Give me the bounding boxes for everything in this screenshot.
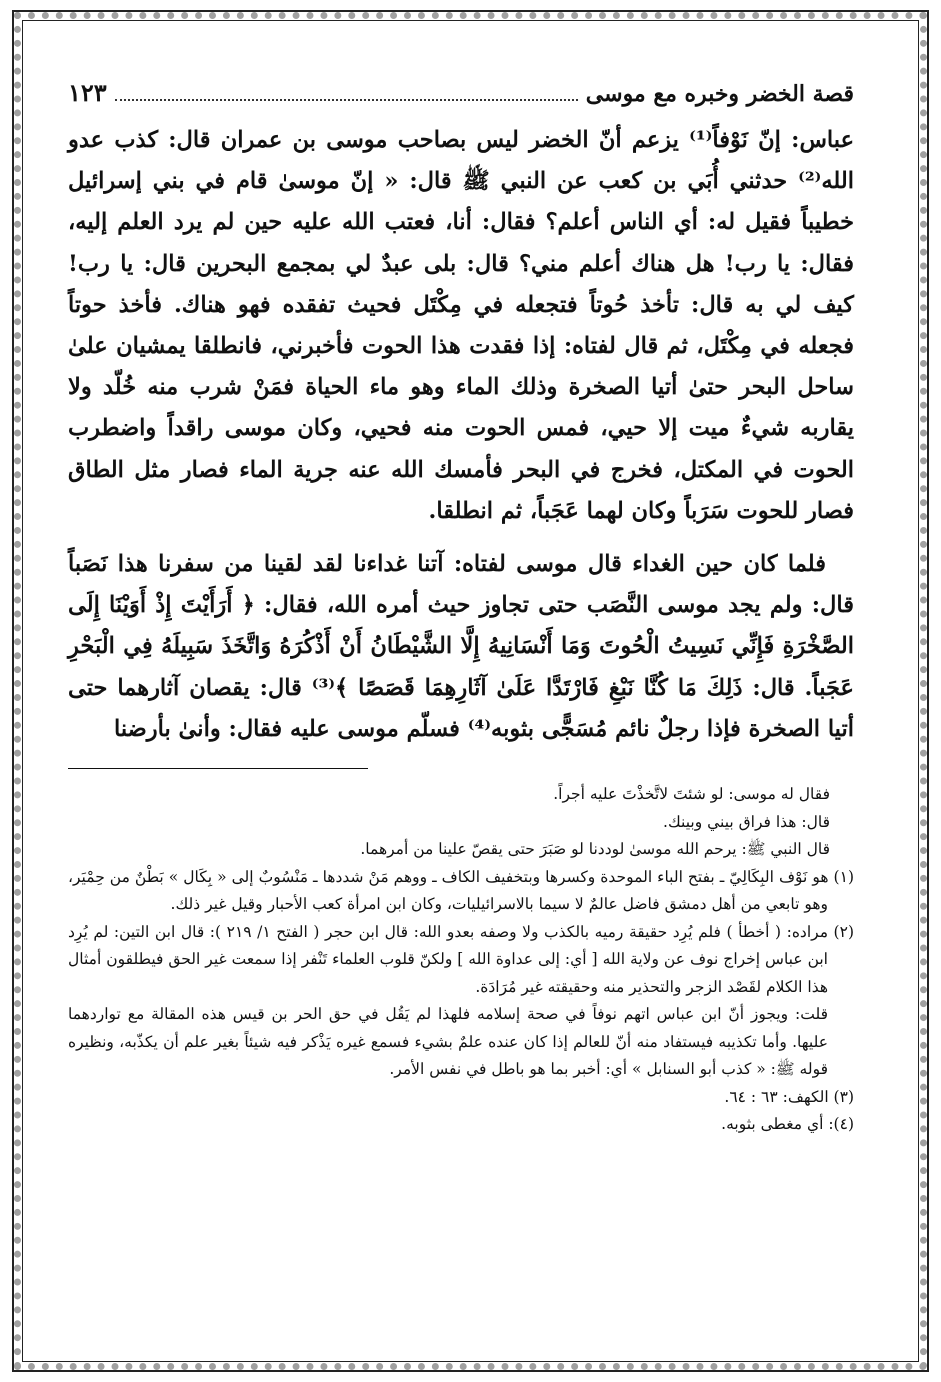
header-dotted-leader [115, 98, 578, 101]
footnotes [68, 781, 854, 1139]
footnote-3: (٣) الكهف: ٦٣ : ٦٤. [724, 1087, 854, 1106]
footnote-2-continued: قلت: ويجوز أنّ ابن عباس اتهم نوفاً في صحة إسلامه فلهذا لم يَقُل في حق الحر بن قيس هذه المقالة مع تواردهما عليها. وأما تكذيبه فيستفاد منه أنّ للعالم إذا كان عنده علمٌ بشيء فسمع غيره يَذْكر فيه شيئاً بغير علم أن يكذّبه، ونظيره قوله ﷺ: « كذب أبو السنابل » أي: أخبر بما هو باطل في نفس الأمر. [68, 1005, 828, 1079]
main-text [68, 120, 854, 750]
footnote-quote: قال النبي ﷺ: يرحم الله موسىٰ لوددنا لو صَبَرَ حتى يقصّ علينا من أمرهما. [360, 840, 830, 859]
footnote-2: (٢) مراده: ( أخطأ ) فلم يُرِد حقيقة رميه بالكذب ولا وصفه بعدو الله: قال ابن حجر ( الفتح ١/ ٢١٩ ): قال ابن التين: لم يُرِد ابن عباس إخراج نوف عن ولاية الله [ أي: إلى عداوة الله ] ولكنّ قلوب العلماء تَنْفر إذا سمعت غير الحق فيطلقون أمثال هذا الكلام لقَصْد الزجر والتحذير منه وحقيقته غير مُرَادَة. [68, 922, 854, 996]
chapter-title: قصة الخضر وخبره مع موسى [585, 81, 854, 107]
running-header [68, 78, 854, 114]
page-content [68, 78, 854, 1328]
page-number: ١٢٣ [68, 78, 107, 107]
paragraph: عباس: إنّ نَوْفاً⁽¹⁾ يزعم أنّ الخضر ليس بصاحب موسى بن عمران قال: كذب عدو الله⁽²⁾ حدثني أُبَي بن كعب عن النبي ﷺ قال: « إنّ موسىٰ قام في بني إسرائيل خطيباً فقيل له: أي الناس أعلم؟ فقال: أنا، فعتب الله عليه حين لم يرد العلم إليه، فقال: يا رب! هل هناك أعلم مني؟ قال: بلى عبدٌ لي بمجمع البحرين قال: يا رب! كيف لي به قال: تأخذ حُوتاً فتجعله في مِكْتَل فحيث تفقده فهو هناك. فأخذ حوتاً فجعله في مِكْتَل، ثم قال لفتاه: إذا فقدت هذا الحوت فأخبرني، فانطلقا يمشيان علىٰ ساحل البحر حتىٰ أتيا الصخرة وذلك الماء وهو ماء الحياة فمَنْ شرب منه خُلّد ولا يقاربه شيءٌ ميت إلا حيي، فمس الحوت منه فحيي، وكان موسى راقداً واضطرب الحوت في المكتل، فخرج في البحر فأمسك الله عنه جرية الماء فصار مثل الطاق فصار للحوت سَرَباً وكان لهما عَجَباً، ثم انطلقا. [68, 127, 854, 524]
paragraph: فلما كان حين الغداء قال موسى لفتاه: آتنا غداءنا لقد لقينا من سفرنا هذا نَصَباً قال: ولم يجد موسى النَّصَب حتى تجاوز حيث أمره الله، فقال: ﴿ أَرَأَيْتَ إِذْ أَوَيْنَا إِلَى الصَّخْرَةِ فَإِنِّي نَسِيتُ الْحُوتَ وَمَا أَنْسَانِيهُ إِلَّا الشَّيْطَانُ أَنْ أَذْكُرَهُ وَاتَّخَذَ سَبِيلَهُ فِي الْبَحْرِ عَجَباً. قال: ذَلِكَ مَا كُنَّا نَبْغِ فَارْتَدَّا عَلَىٰ آثَارِهِمَا قَصَصًا ﴾⁽³⁾ قال: يقصان آثارهما حتى أتيا الصخرة فإذا رجلٌ نائم مُسَجًّى بثوبه⁽⁴⁾ فسلّم موسى عليه فقال: وأنىٰ بأرضنا [68, 551, 854, 742]
footnote-1: (١) هو نَوْف البِكَالِيّ ـ بفتح الباء الموحدة وكسرها وبتخفيف الكاف ـ ووهم مَنْ شددها ـ مَنْسُوبٌ إلى « بِكَال » بَطْنٌ من حِمْيَر، وهو تابعي من أهل دمشق فاضل عالمٌ لا سيما بالاسرائيليات، وكان ابن امرأة كعب الأحبار وقيل غير ذلك. [68, 867, 854, 914]
footnote-separator-wrap [68, 768, 854, 769]
footnote-quote: قال: هذا فراق بيني وبينك. [663, 812, 830, 831]
footnote-separator [68, 768, 368, 769]
footnote-quote: فقال له موسى: لو شئتَ لاتَّخذْتَ عليه أجراً. [553, 785, 830, 804]
footnote-4: (٤): أي مغطى بثوبه. [721, 1115, 854, 1134]
